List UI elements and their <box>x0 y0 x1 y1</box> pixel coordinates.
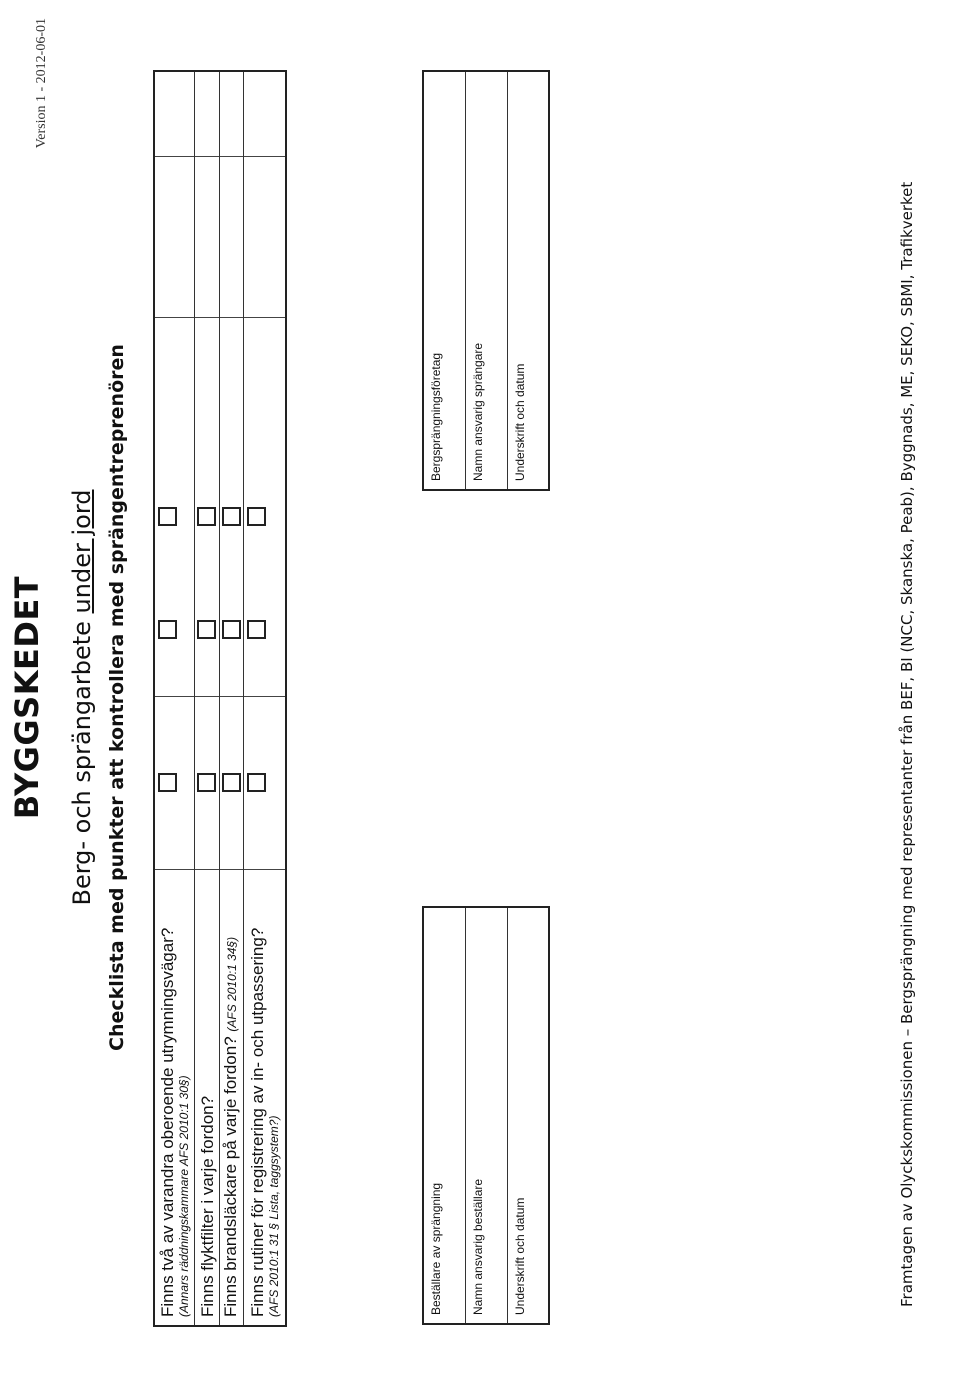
question-text: Finns rutiner för registrering av in- och utpassering? <box>248 927 267 1317</box>
signature-row[interactable] <box>508 72 548 489</box>
signature-row[interactable] <box>466 908 508 1323</box>
checkbox-ja[interactable] <box>247 773 266 792</box>
checkbox-ej-aktuellt[interactable] <box>247 507 266 526</box>
checkbox-ej-aktuellt[interactable] <box>222 507 241 526</box>
question-cell <box>195 870 219 1325</box>
contractor-name-label: Namn ansvarig sprängare <box>471 342 485 481</box>
contractor-signature-block <box>422 70 550 491</box>
checkbox-ja[interactable] <box>222 773 241 792</box>
question-main: Finns brandsläckare på varje fordon? <box>221 1036 240 1317</box>
question-cell <box>220 870 243 1325</box>
question-reference: (Annars räddningskammare AFS 2010:1 30§) <box>177 1075 191 1317</box>
page-subtitle <box>68 0 96 1395</box>
checkbox-nej[interactable] <box>222 620 241 639</box>
footer-credits: Framtagen av Olyckskommissionen – Bergsprängning med representanter från BEF, BI (NCC, Skanska, Peab), Byggnads, ME, SEKO, SBMI, Trafikverket <box>898 181 916 1307</box>
page-tagline: Checklista med punkter att kontrollera med sprängentreprenören <box>106 344 128 1051</box>
checkbox-nej[interactable] <box>197 620 216 639</box>
question-cell <box>155 870 194 1325</box>
checklist-row <box>244 72 285 1325</box>
checklist-table <box>153 70 287 1327</box>
subtitle-text: Berg- och sprängarbete <box>68 613 96 906</box>
signature-row[interactable] <box>424 72 466 489</box>
question-reference: (AFS 2010:1 31 § Lista, taggsystem?) <box>267 1115 281 1317</box>
checkbox-ej-aktuellt[interactable] <box>158 507 177 526</box>
checkbox-ja[interactable] <box>197 773 216 792</box>
signature-row[interactable] <box>508 908 548 1323</box>
contractor-sign-label: Underskrift och datum <box>513 363 527 481</box>
checkbox-nej[interactable] <box>247 620 266 639</box>
subtitle-underlined: under jord <box>68 489 96 614</box>
signature-row[interactable] <box>424 908 466 1323</box>
orderer-heading: Beställare av sprängning <box>429 1182 443 1315</box>
question-cell <box>244 870 285 1325</box>
question-reference: (AFS 2010:1 34§) <box>225 936 239 1032</box>
signature-row[interactable] <box>466 72 508 489</box>
question-text <box>221 870 242 1317</box>
checklist-row <box>220 72 244 1325</box>
question-text: Finns flyktfilter i varje fordon? <box>197 1095 217 1317</box>
orderer-sign-label: Underskrift och datum <box>513 1197 527 1315</box>
version-label: Version 1 - 2012-06-01 <box>34 18 49 149</box>
checkbox-ej-aktuellt[interactable] <box>197 507 216 526</box>
checkbox-nej[interactable] <box>158 620 177 639</box>
checkbox-ja[interactable] <box>158 773 177 792</box>
orderer-name-label: Namn ansvarig beställare <box>471 1178 485 1315</box>
page-title: BYGGSKEDET <box>8 575 46 820</box>
checklist-row <box>155 72 195 1325</box>
checklist-row <box>195 72 220 1325</box>
contractor-heading: Bergsprängningsföretag <box>429 352 443 481</box>
orderer-signature-block <box>422 906 550 1325</box>
question-text: Finns två av varandra oberoende utrymningsvägar? <box>158 927 177 1317</box>
